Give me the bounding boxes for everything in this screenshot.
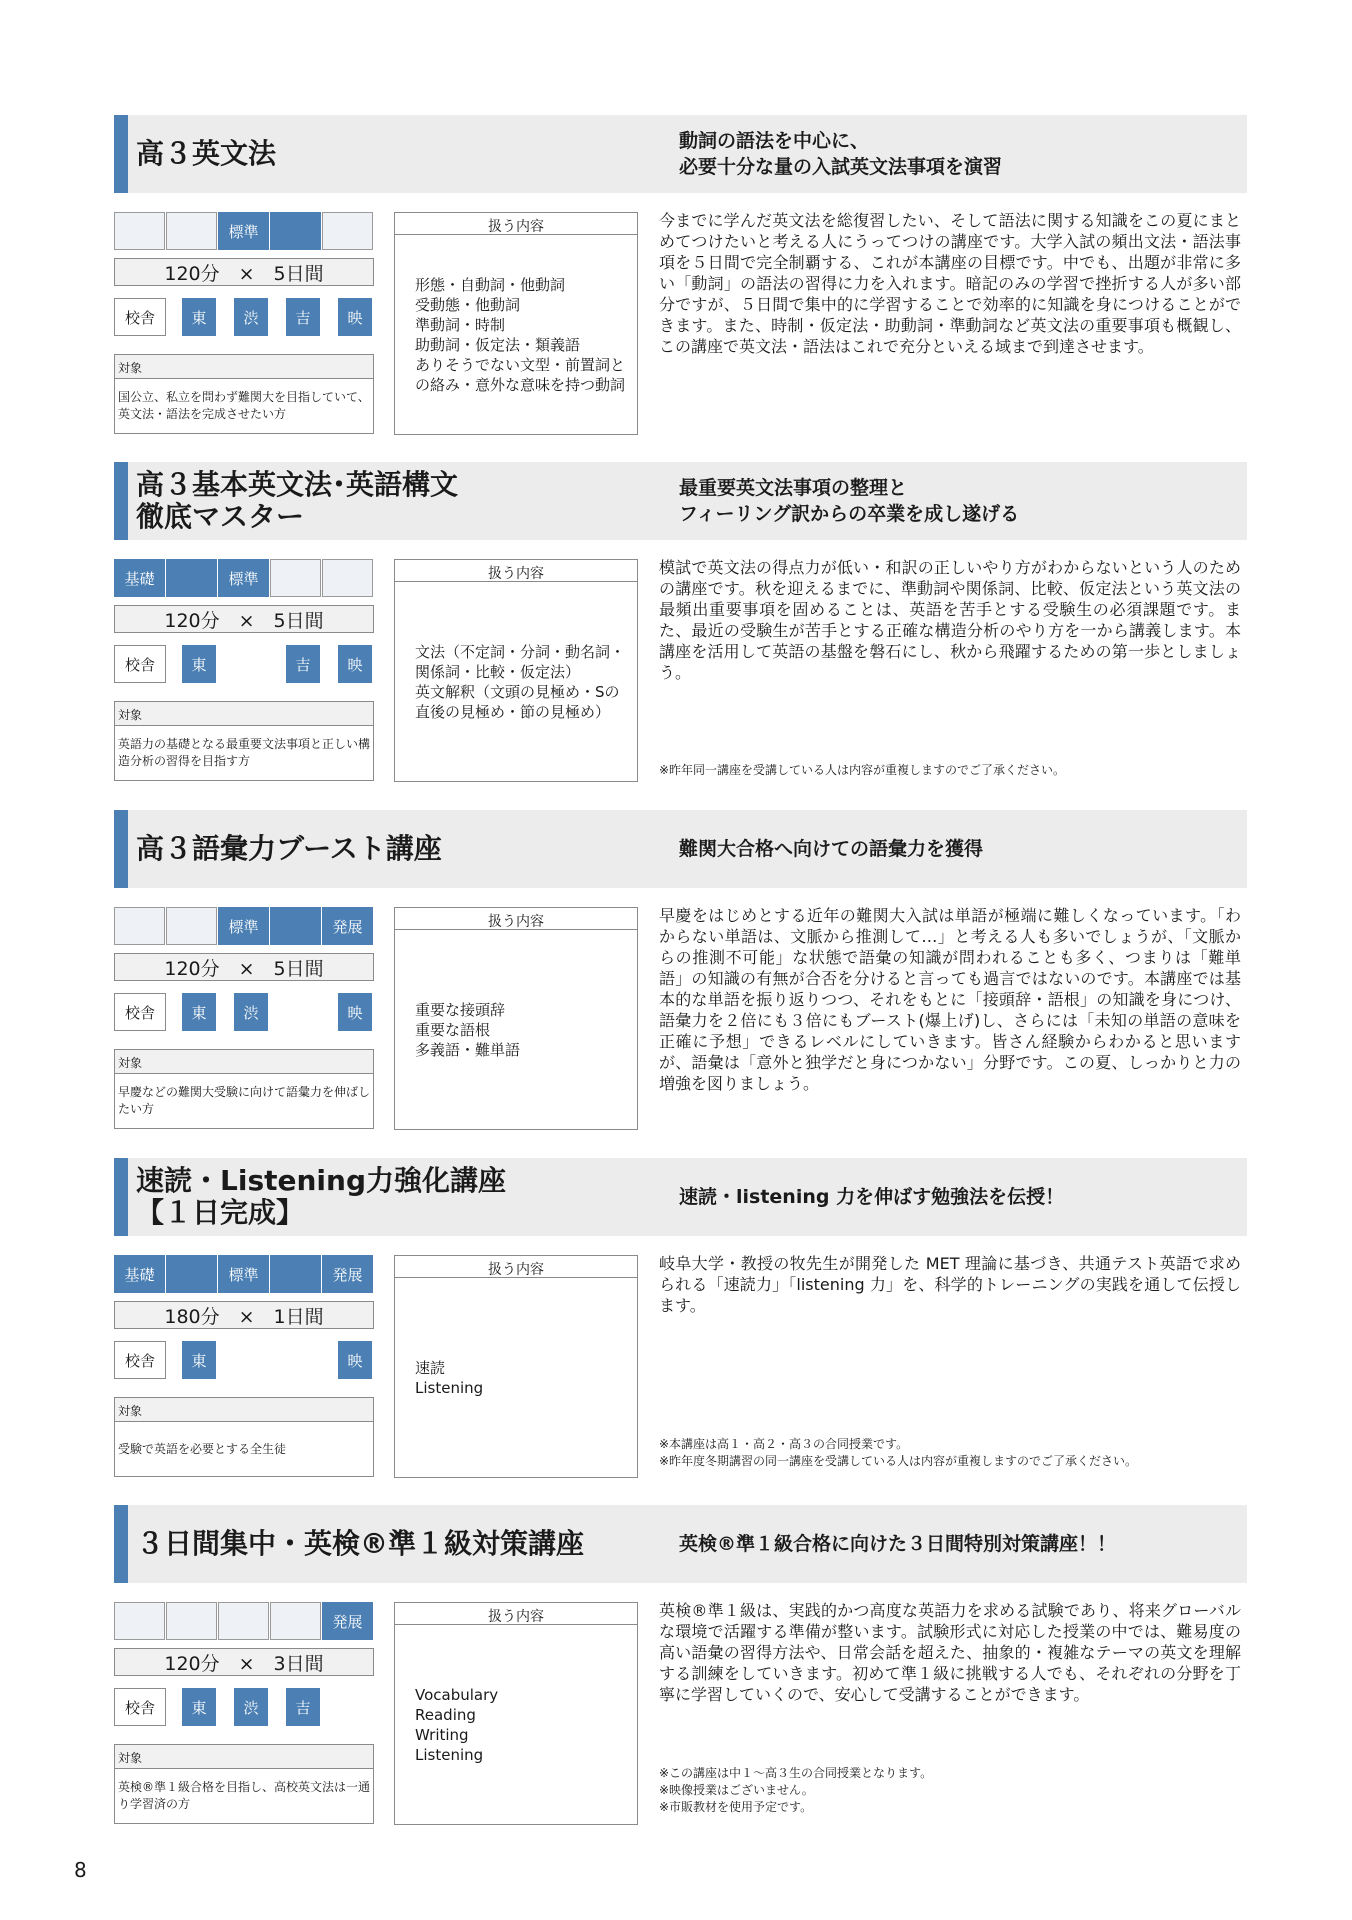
content-text: 速読 Listening: [415, 1358, 484, 1397]
content-text: 文法（不定詞・分詞・動名詞・関係詞・比較・仮定法） 英文解釈（文頭の見極め・Sの直後の見極め・節の見極め）: [415, 642, 626, 721]
level-cell: [166, 1255, 217, 1293]
course-tagline: 難関大合格へ向けての語彙力を獲得: [679, 838, 984, 860]
accent-bar: [114, 115, 128, 193]
campus-badge: 吉: [286, 298, 320, 336]
course-header: [114, 1158, 1247, 1236]
accent-bar: [114, 462, 128, 540]
campus-badge: 映: [338, 645, 372, 683]
target-label: 対象: [115, 702, 373, 726]
course-title: 速読・Listening力強化講座 【１日完成】: [136, 1164, 506, 1229]
level-cell: [114, 1602, 165, 1640]
content-box: [394, 212, 638, 435]
content-text: 重要な接頭辞 重要な語根 多義語・難単語: [415, 1000, 521, 1059]
target-box: [114, 1049, 374, 1129]
course-block: [114, 115, 1247, 445]
level-cell: 発展: [322, 1602, 373, 1640]
campus-badge: 映: [338, 993, 372, 1031]
duration: 120分 × 5日間: [114, 605, 374, 633]
course-notes: ※本講座は高１・高２・高３の合同授業です。 ※昨年度冬期講習の同一講座を受講している人は内容が重複しますのでご了承ください。: [659, 1437, 1138, 1468]
level-cell: [270, 907, 321, 945]
course-tagline: 最重要英文法事項の整理と フィーリング訳からの卒業を成し遂げる: [679, 477, 1020, 525]
level-cell: 標準: [218, 559, 269, 597]
target-text: 受験で英語を必要とする全生徒: [118, 1441, 287, 1456]
duration: 120分 × 5日間: [114, 258, 374, 286]
target-box: [114, 1397, 374, 1477]
content-text: Vocabulary Reading Writing Listening: [415, 1685, 499, 1764]
level-cell: 標準: [218, 1255, 269, 1293]
campus-badge: 映: [338, 298, 372, 336]
target-label: 対象: [115, 1745, 373, 1769]
level-cell: 発展: [322, 907, 373, 945]
level-cell: [322, 212, 373, 250]
course-title: 高３英文法: [136, 137, 277, 170]
level-cell: [270, 1602, 321, 1640]
page-number: 8: [74, 1858, 87, 1882]
course-header: [114, 1505, 1247, 1583]
content-label: 扱う内容: [395, 1603, 637, 1625]
campus-badge: 渋: [234, 298, 268, 336]
duration: 120分 × 5日間: [114, 953, 374, 981]
course-description: 岐阜大学・教授の牧先生が開発した MET 理論に基づき、共通テスト英語で求められる「速読力」「listening 力」を、科学的トレーニングの実践を通して伝授します。: [659, 1254, 1241, 1315]
campus-badge: 東: [182, 298, 216, 336]
course-description: 早慶をはじめとする近年の難関大入試は単語が極端に難しくなっています。「わからない単語は、文脈から推測して…」と考える人も多いでしょうが、「文脈からの推測不可能」な状態で語彙の知識が問われることも多く、つまりは「難単語」の知識の有無が合否を分けると言っても過言ではないのです。本講座では基本的な単語を振り返りつつ、それをもとに「接頭辞・語根」の知識を身につけ、語彙力を２倍にも３倍にもブースト(爆上げ)し、さらには「未知の単語の意味を正確に予想」できるレベルにしていきます。皆さん経験からわかると思いますが、語彙は「意外と独学だと身につかない」分野です。この夏、しっかりと力の増強を図りましょう。: [659, 906, 1241, 1093]
level-cell: [270, 212, 321, 250]
content-label: 扱う内容: [395, 213, 637, 235]
course-block: [114, 810, 1247, 1140]
content-label: 扱う内容: [395, 1256, 637, 1278]
target-label: 対象: [115, 1398, 373, 1422]
course-notes: ※この講座は中１～高３生の合同授業となります。 ※映像授業はございません。 ※市販教材を使用予定です。: [659, 1766, 933, 1814]
target-label: 対象: [115, 1050, 373, 1074]
level-cell: 基礎: [114, 1255, 165, 1293]
campus-badge: 渋: [234, 1688, 268, 1726]
course-block: [114, 462, 1247, 792]
campus-label: 校舎: [114, 993, 166, 1031]
level-indicator: [114, 1602, 374, 1640]
level-cell: [166, 907, 217, 945]
accent-bar: [114, 1505, 128, 1583]
level-cell: 発展: [322, 1255, 373, 1293]
campus-badge: 吉: [286, 1688, 320, 1726]
course-tagline: 動詞の語法を中心に、 必要十分な量の入試英文法事項を演習: [679, 130, 1003, 178]
campus-badge: 東: [182, 1341, 216, 1379]
target-label: 対象: [115, 355, 373, 379]
course-description: 今までに学んだ英文法を総復習したい、そして語法に関する知識をこの夏にまとめてつけたいと考える人にうってつけの講座です。大学入試の頻出文法・語法事項を５日間で完全制覇する、これが本講座の目標です。中でも、出題が非常に多い「動詞」の語法の習得に力を入れます。暗記のみの学習で挫折する人が多い部分ですが、５日間で集中的に学習することで効率的に知識を身につけることができます。また、時制・仮定法・助動詞・準動詞など英文法の重要事項も概観し、この講座で英文法・語法はこれで充分といえる域まで到達させます。: [659, 211, 1241, 356]
course-title: ３日間集中・英検®準１級対策講座: [136, 1527, 585, 1560]
level-cell: [166, 212, 217, 250]
course-header: [114, 810, 1247, 888]
level-indicator: [114, 907, 374, 945]
level-indicator: [114, 559, 374, 597]
campus-badge: 東: [182, 1688, 216, 1726]
campus-badge: 映: [338, 1341, 372, 1379]
level-cell: [114, 212, 165, 250]
accent-bar: [114, 1158, 128, 1236]
campus-label: 校舎: [114, 645, 166, 683]
level-cell: [114, 907, 165, 945]
level-indicator: [114, 212, 374, 250]
content-text: 形態・自動詞・他動詞 受動態・他動詞 準動詞・時制 助動詞・仮定法・類義語 ありそうでない文型・前置詞との絡み・意外な意味を持つ動詞: [415, 275, 626, 394]
campus-label: 校舎: [114, 1341, 166, 1379]
campus-badge: 東: [182, 645, 216, 683]
level-cell: [218, 1602, 269, 1640]
duration: 180分 × 1日間: [114, 1301, 374, 1329]
course-title: 高３基本英文法･英語構文 徹底マスター: [136, 468, 459, 533]
course-header: [114, 115, 1247, 193]
content-box: [394, 1255, 638, 1478]
course-header: [114, 462, 1247, 540]
content-label: 扱う内容: [395, 560, 637, 582]
campus-label: 校舎: [114, 298, 166, 336]
campus-badge: 渋: [234, 993, 268, 1031]
level-indicator: [114, 1255, 374, 1293]
course-description: 模試で英文法の得点力が低い・和訳の正しいやり方がわからないという人のための講座です。秋を迎えるまでに、準動詞や関係詞、比較、仮定法という英文法の最頻出重要事項を固めることは、英語を苦手とする受験生の必須課題です。また、最近の受験生が苦手とする正確な構造分析のやり方を一から講義します。本講座を活用して英語の基盤を磐石にし、秋から飛躍するための第一歩としましょう。: [659, 558, 1241, 682]
campus-badge: 吉: [286, 645, 320, 683]
target-text: 英語力の基礎となる最重要文法事項と正しい構造分析の習得を目指す方: [118, 737, 371, 768]
course-block: [114, 1505, 1247, 1835]
target-text: 英検®準１級合格を目指し、高校英文法は一通り学習済の方: [118, 1780, 371, 1811]
campus-badge: 東: [182, 993, 216, 1031]
target-text: 国公立、私立を問わず難関大を目指していて、英文法・語法を完成させたい方: [118, 390, 370, 421]
level-cell: 標準: [218, 907, 269, 945]
duration: 120分 × 3日間: [114, 1648, 374, 1676]
level-cell: [270, 559, 321, 597]
content-box: [394, 1602, 638, 1825]
course-description: 英検®準１級は、実践的かつ高度な英語力を求める試験であり、将来グローバルな環境で活躍する準備が整います。試験形式に対応した授業の中では、難易度の高い語彙の習得方法や、日常会話を超えた、抽象的・複雑なテーマの英文を理解する訓練をしていきます。初めて準１級に挑戦する人でも、それぞれの分野を丁寧に学習していくので、安心して受講することができます。: [659, 1601, 1241, 1704]
target-box: [114, 1744, 374, 1824]
accent-bar: [114, 810, 128, 888]
level-cell: 標準: [218, 212, 269, 250]
level-cell: [166, 1602, 217, 1640]
level-cell: [322, 559, 373, 597]
content-box: [394, 907, 638, 1130]
target-box: [114, 354, 374, 434]
target-text: 早慶などの難関大受験に向けて語彙力を伸ばしたい方: [118, 1085, 371, 1116]
level-cell: 基礎: [114, 559, 165, 597]
course-tagline: 速読・listening 力を伸ばす勉強法を伝授！: [679, 1186, 1065, 1208]
content-label: 扱う内容: [395, 908, 637, 930]
course-title: 高３語彙力ブースト講座: [136, 832, 442, 865]
course-tagline: 英検®準１級合格に向けた３日間特別対策講座！！: [679, 1533, 1117, 1555]
content-box: [394, 559, 638, 782]
course-notes: ※昨年同一講座を受講している人は内容が重複しますのでご了承ください。: [659, 763, 1066, 777]
level-cell: [270, 1255, 321, 1293]
campus-label: 校舎: [114, 1688, 166, 1726]
course-block: [114, 1158, 1247, 1488]
target-box: [114, 701, 374, 781]
level-cell: [166, 559, 217, 597]
